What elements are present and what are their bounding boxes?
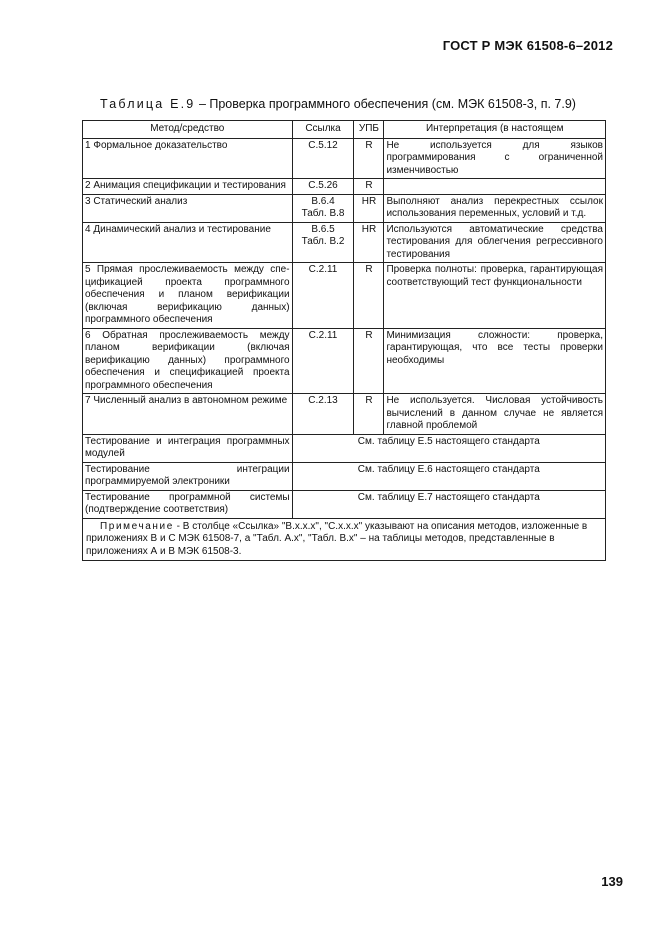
interpretation-cell: Не используется для языков программирования с ограниченной изменчивостью [384,138,606,179]
header-sil: УПБ [354,121,384,139]
table-caption [100,97,576,111]
ref-cell: C.2.11 [292,263,354,329]
method-cell: 4 Динамический анализ и тестирование [83,222,293,263]
method-cell: 7 Численный анализ в автономном режиме [83,394,293,435]
table-row [83,222,606,263]
sil-cell: R [354,394,384,435]
ref-cell: C.5.12 [292,138,354,179]
sil-cell: HR [354,194,384,222]
interpretation-cell: Минимизация сложности: проверка, гарантирующая, что все тесты проверки необходимы [384,328,606,394]
header-ref: Ссылка [292,121,354,139]
method-cell: Тестирование интеграции программируемой электроники [83,462,293,490]
table-row [83,138,606,179]
sil-cell: R [354,263,384,329]
ref-cell: B.6.4 Табл. B.8 [292,194,354,222]
ref-cell: C.2.11 [292,328,354,394]
interpretation-cell: Проверка полноты: проверка, гарантирующая соответствующий тест функциональности [384,263,606,329]
document-code-header: ГОСТ Р МЭК 61508-6–2012 [442,38,613,53]
method-cell: Тестирование программной системы (подтверждение соответствия) [83,490,293,518]
header-method: Метод/средство [83,121,293,139]
ref-cell: C.2.13 [292,394,354,435]
note-text: - В столбце «Ссылка» "B.x.x.x", "C.x.x.x" указывают на описания методов, изложенные в приложениях В и С МЭК 61508-7, а "Табл. А.x", "Табл. B.x" – на таблицы методов, представленные в приложениях А и В МЭК 61508-3. [86,520,588,557]
sil-cell: HR [354,222,384,263]
table-span-row [83,434,606,462]
table-span-row [83,490,606,518]
page-number: 139 [601,874,623,889]
header-interpretation: Интерпретация (в настоящем [384,121,606,139]
interpretation-cell [384,179,606,195]
sil-cell: R [354,179,384,195]
method-cell: Тестирование и интеграция программных модулей [83,434,293,462]
table-row [83,179,606,195]
table-row [83,194,606,222]
see-table-cell: См. таблицу Е.6 настоящего стандарта [292,462,605,490]
table-row [83,394,606,435]
interpretation-cell: Выполняют анализ перекрестных ссылок использования переменных, условий и т.д. [384,194,606,222]
table-span-row [83,462,606,490]
note-label: Примечание [100,520,174,532]
ref-cell: B.6.5 Табл. B.2 [292,222,354,263]
see-table-cell: См. таблицу Е.7 настоящего стандарта [292,490,605,518]
table-note [83,518,606,561]
table-row [83,263,606,329]
method-cell: 1 Формальное доказательство [83,138,293,179]
method-cell: 3 Статический анализ [83,194,293,222]
table-header-row [83,121,606,139]
verification-table [82,120,606,561]
sil-cell: R [354,328,384,394]
table-row [83,328,606,394]
sil-cell: R [354,138,384,179]
ref-cell: C.5.26 [292,179,354,195]
see-table-cell: См. таблицу Е.5 настоящего стандарта [292,434,605,462]
method-cell: 2 Анимация спецификации и тестирования [83,179,293,195]
interpretation-cell: Используются автоматические средства тестирования для облегчения регрессивного тестирования [384,222,606,263]
method-cell: 5 Прямая прослеживаемость между спе-цификацией проекта программного обеспечения и планом верификации (включая верификацию данных) программного обеспечения [83,263,293,329]
caption-title: – Проверка программного обеспечения (см. МЭК 61508-3, п. 7.9) [198,97,576,111]
caption-label: Таблица Е.9 [100,97,196,111]
interpretation-cell: Не используется. Числовая устойчивость вычислений в данном случае не является главной проблемой [384,394,606,435]
method-cell: 6 Обратная прослеживаемость между планом верификации (включая верификацию данных) программного обеспечения и спецификацией проекта программного обеспечения [83,328,293,394]
table-note-row [83,518,606,561]
